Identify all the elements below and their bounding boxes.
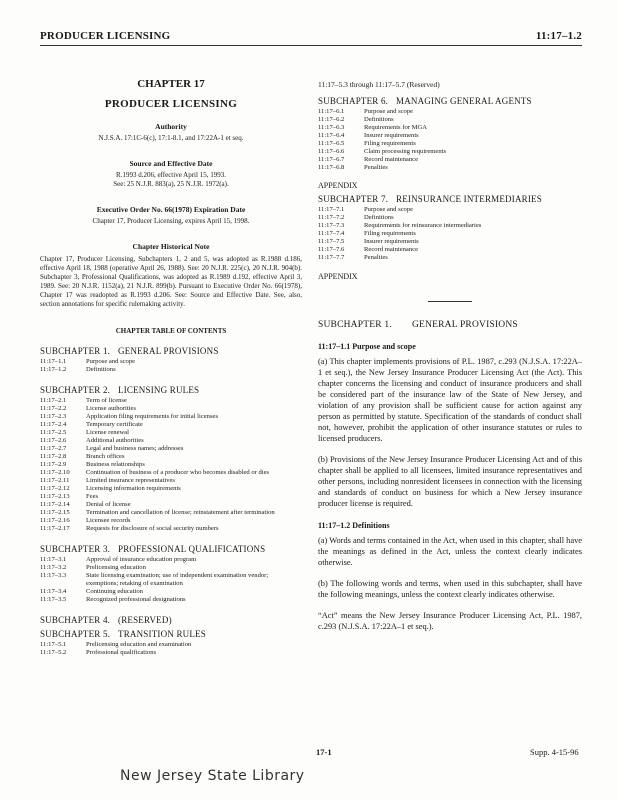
toc-subchapter-2-list	[40, 397, 302, 533]
toc-entry-label: Licensee records	[86, 517, 131, 524]
toc-entry-section-number: 11:17–3.1	[40, 556, 67, 563]
toc-entry-section-number: 11:17–2.1	[40, 397, 67, 404]
authority-text: N.J.S.A. 17:1C-6(c), 17:1-8.1, and 17:22A-1 et seq.	[98, 134, 244, 142]
toc-entry-label: Purpose and scope	[364, 206, 414, 213]
toc-entry	[318, 238, 582, 246]
toc-entry	[40, 429, 302, 437]
toc-entry	[40, 445, 302, 453]
toc-entry-section-number: 11:17–3.3	[40, 572, 67, 579]
header-section-range: 11:17–1.2	[535, 30, 582, 42]
toc-entry-section-number: 11:17–6.8	[318, 164, 345, 171]
toc-entry-label: Recognized professional designations	[86, 596, 186, 603]
section-divider	[428, 301, 472, 302]
toc-entry-section-number: 11:17–7.1	[318, 206, 345, 213]
toc-entry	[40, 461, 302, 469]
toc-entry-label: Term of license	[86, 397, 127, 404]
toc-entry-section-number: 11:17–3.5	[40, 596, 67, 603]
toc-entry-label: License renewal	[86, 429, 130, 436]
toc-entry	[40, 572, 302, 588]
toc-entry-section-number: 11:17–2.11	[40, 477, 70, 484]
toc-entry	[318, 246, 582, 254]
toc-entry	[40, 469, 302, 477]
toc-entry-section-number: 11:17–2.12	[40, 485, 70, 492]
toc-entry	[318, 108, 582, 116]
toc-entry-section-number: 11:17–3.4	[40, 588, 67, 595]
toc-entry	[40, 405, 302, 413]
running-header	[40, 30, 582, 42]
toc-entry	[318, 222, 582, 230]
toc-entry-label: Requirements for reinsurance intermediaries	[364, 222, 482, 229]
toc-entry-section-number: 11:17–7.4	[318, 230, 345, 237]
toc-subchapter-3-list	[40, 556, 302, 604]
toc-entry-section-number: 11:17–7.3	[318, 222, 345, 229]
toc-entry-label: Application filing requirements for initial licenses	[86, 413, 219, 420]
right-column	[318, 56, 582, 632]
toc-entry	[40, 485, 302, 493]
history-text: Chapter 17, Producer Licensing, Subchapters 1, 2 and 5, was adopted as R.1988 d.186, effective April 18, 1988 (operative April 26, 1988). See: 20 N.J.R. 225(c), 20 N.J.R. 904(b). Subchapter 3, Professional Qualifications, was adopted as R.1989 d.192, effective April 3, 1989. See: 20 N.J.R. 1152(a), 21 N.J.R. 899(b). Pursuant to Executive Order No. 66(1978), Chapter 17 was readopted as R.1993 d.206. See: Source and Effective Date. See, also, section annotations for specific rulemaking activity.	[40, 255, 302, 308]
toc-entry-label: Penalties	[364, 254, 388, 261]
toc-appendix-2: APPENDIX	[318, 272, 358, 281]
chapter-title: PRODUCER LICENSING	[104, 98, 238, 110]
toc-subchapter-7-heading: SUBCHAPTER 7. REINSURANCE INTERMEDIARIES	[318, 194, 542, 204]
toc-entry-section-number: 11:17–2.3	[40, 413, 67, 420]
toc-entry-label: Penalties	[364, 164, 388, 171]
toc-subchapter-6-heading: SUBCHAPTER 6. MANAGING GENERAL AGENTS	[318, 96, 532, 106]
toc-entry-section-number: 11:17–2.4	[40, 421, 67, 428]
section-1-1-title: 11:17–1.1 Purpose and scope	[318, 342, 416, 351]
toc-entry-section-number: 11:17–3.2	[40, 564, 67, 571]
toc-subchapter-2-heading: SUBCHAPTER 2. LICENSING RULES	[40, 385, 200, 395]
toc-subchapter-5-list	[40, 641, 302, 657]
toc-entry	[40, 641, 302, 649]
section-1-2-para-a: (a) Words and terms contained in the Act, when used in this chapter, shall have the meanings as defined in the Act, unless the context clearly indicates otherwise.	[318, 536, 582, 567]
source-heading: Source and Effective Date	[129, 159, 213, 168]
toc-entry-label: Additional authorities	[86, 437, 144, 444]
subchapter-1-heading: SUBCHAPTER 1. GENERAL PROVISIONS	[318, 320, 518, 330]
toc-entry-section-number: 11:17–2.16	[40, 517, 70, 524]
toc-entry-label: Licensing information requirements	[86, 485, 181, 492]
toc-entry	[40, 413, 302, 421]
toc-entry-section-number: 11:17–2.7	[40, 445, 67, 452]
toc-entry-label: Definitions	[86, 366, 116, 373]
toc-subchapter-1-list	[40, 358, 302, 374]
toc-entry-label: Purpose and scope	[86, 358, 136, 365]
toc-entry-label: Legal and business names; addresses	[86, 445, 184, 452]
section-1-2-title: 11:17–1.2 Definitions	[318, 521, 390, 530]
toc-entry-section-number: 11:17–6.6	[318, 148, 345, 155]
toc-entry	[40, 501, 302, 509]
library-stamp: New Jersey State Library	[120, 768, 305, 784]
source-line-1: R.1993 d.206, effective April 15, 1993.	[116, 171, 226, 179]
toc-entry-label: Requirements for MGA	[364, 124, 427, 131]
toc-entry-section-number: 11:17–6.1	[318, 108, 345, 115]
toc-entry	[318, 206, 582, 214]
section-1-1-para-a: (a) This chapter implements provisions of P.L. 1987, c.293 (N.J.S.A. 17:22A–1 et seq.), the New Jersey Insurance Producer Licensing Act (the Act). This chapter concerns the licensing and conduct of insurance producers and shall be considered part of the insurance law of the State of New Jersey, and violation of any provision shall be sufficient cause for action against any person as permitted by statute. Specification of the standards of conduct shall not, however, prohibit the application of other insurance statutes or rules to licensed producers.	[318, 357, 582, 443]
toc-entry	[318, 148, 582, 156]
supplement-date: Supp. 4-15-96	[530, 747, 579, 757]
toc-entry-section-number: 11:17–2.5	[40, 429, 67, 436]
toc-entry-label: Filing requirements	[364, 140, 416, 147]
toc-entry-label: Termination and cancellation of license; reinstatement after termination	[86, 509, 275, 516]
toc-entry-label: Denial of license	[86, 501, 131, 508]
toc-entry-label: Claim processing requirements	[364, 148, 447, 155]
header-rule	[40, 45, 582, 46]
section-1-1-para-b: (b) Provisions of the New Jersey Insurance Producer Licensing Act and of this chapter shall be applied to all licensees, limited insurance representatives and other persons, including nonresident licensees in connection with the licensing and standards of conduct on business for which a New Jersey insurance producer license is required.	[318, 455, 582, 508]
toc-entry	[40, 649, 302, 657]
toc-entry-section-number: 11:17–1.1	[40, 358, 67, 365]
toc-entry	[318, 124, 582, 132]
toc-title: CHAPTER TABLE OF CONTENTS	[115, 327, 227, 335]
toc-subchapter-4-heading: SUBCHAPTER 4. (RESERVED)	[40, 615, 172, 625]
toc-entry-section-number: 11:17–2.15	[40, 509, 70, 516]
toc-subchapter-1-heading: SUBCHAPTER 1. GENERAL PROVISIONS	[40, 346, 219, 356]
toc-entry-section-number: 11:17–5.2	[40, 649, 67, 656]
header-title: PRODUCER LICENSING	[40, 30, 171, 42]
toc-entry-label: License authorities	[86, 405, 136, 412]
toc-entry-section-number: 11:17–6.7	[318, 156, 345, 163]
left-column	[40, 56, 302, 657]
toc-entry-label: Definitions	[364, 116, 394, 123]
toc-entry-section-number: 11:17–6.4	[318, 132, 345, 139]
toc-entry-label: Prelicensing education	[86, 564, 146, 571]
toc-entry-label: Definitions	[364, 214, 394, 221]
toc-entry-label: Prelicensing education and examination	[86, 641, 192, 648]
toc-entry-section-number: 11:17–6.3	[318, 124, 345, 131]
toc-reserved-line: 11:17–5.3 through 11:17–5.7 (Reserved)	[318, 80, 440, 89]
toc-entry	[40, 493, 302, 501]
exec-order-heading: Executive Order No. 66(1978) Expiration Date	[96, 205, 246, 214]
toc-subchapter-6-list	[318, 108, 582, 172]
toc-entry-label: Insurer requirements	[364, 132, 419, 139]
toc-entry	[40, 564, 302, 572]
toc-entry	[318, 140, 582, 148]
toc-entry-section-number: 11:17–5.1	[40, 641, 67, 648]
toc-entry-label: Filing requirements	[364, 230, 416, 237]
toc-entry-label: Temporary certificate	[86, 421, 143, 428]
section-1-2-act-definition: “Act” means the New Jersey Insurance Producer Licensing Act, P.L. 1987, c.293 (N.J.S.A. 17:22A–1 et seq.).	[318, 611, 582, 631]
toc-entry	[318, 214, 582, 222]
section-1-2-para-b: (b) The following words and terms, when used in this subchapter, shall have the following meanings, unless the context clearly indicates otherwise.	[318, 579, 582, 599]
toc-entry-label: Purpose and scope	[364, 108, 414, 115]
toc-entry-label: State licensing examination; use of independent examination vendor; exemptions; retaking of examination	[86, 572, 269, 587]
toc-entry	[40, 366, 302, 374]
toc-entry	[40, 397, 302, 405]
toc-entry-section-number: 11:17–6.5	[318, 140, 345, 147]
toc-entry-label: Approval of insurance education program	[86, 556, 197, 563]
toc-entry-section-number: 11:17–2.17	[40, 525, 70, 532]
toc-entry-label: Branch offices	[86, 453, 125, 460]
toc-entry	[40, 588, 302, 596]
toc-entry-label: Fees	[86, 493, 99, 500]
page-number: 17-1	[316, 747, 332, 757]
toc-entry	[40, 517, 302, 525]
toc-entry-section-number: 11:17–6.2	[318, 116, 345, 123]
toc-entry-section-number: 11:17–2.6	[40, 437, 67, 444]
toc-entry-label: Professional qualifications	[86, 649, 157, 656]
toc-entry	[318, 164, 582, 172]
toc-entry-section-number: 11:17–2.8	[40, 453, 67, 460]
toc-entry-section-number: 11:17–7.5	[318, 238, 345, 245]
toc-entry	[40, 509, 302, 517]
toc-entry	[40, 525, 302, 533]
source-line-2: See: 25 N.J.R. 883(a), 25 N.J.R. 1972(a).	[113, 180, 229, 188]
toc-entry	[40, 437, 302, 445]
toc-entry	[40, 358, 302, 366]
history-heading: Chapter Historical Note	[132, 242, 210, 251]
toc-entry-label: Requests for disclosure of social security numbers	[86, 525, 219, 532]
toc-subchapter-3-heading: SUBCHAPTER 3. PROFESSIONAL QUALIFICATIONS	[40, 544, 266, 554]
toc-entry	[40, 453, 302, 461]
toc-entry-section-number: 11:17–7.6	[318, 246, 345, 253]
toc-entry-section-number: 11:17–1.2	[40, 366, 67, 373]
toc-entry	[318, 230, 582, 238]
toc-entry-section-number: 11:17–2.9	[40, 461, 67, 468]
toc-entry	[318, 132, 582, 140]
exec-order-text: Chapter 17, Producer Licensing, expires April 15, 1998.	[92, 217, 250, 225]
toc-entry	[40, 477, 302, 485]
toc-entry-label: Continuation of business of a producer who becomes disabled or dies	[86, 469, 270, 476]
toc-entry	[318, 156, 582, 164]
toc-entry-section-number: 11:17–2.10	[40, 469, 70, 476]
toc-entry	[40, 596, 302, 604]
toc-entry-section-number: 11:17–2.13	[40, 493, 70, 500]
authority-heading: Authority	[155, 122, 187, 131]
toc-subchapter-7-list	[318, 206, 582, 262]
toc-appendix-1: APPENDIX	[318, 181, 358, 190]
toc-entry	[318, 116, 582, 124]
toc-entry-section-number: 11:17–2.2	[40, 405, 67, 412]
toc-entry	[318, 254, 582, 262]
toc-entry-label: Business relationships	[86, 461, 145, 468]
toc-entry-label: Record maintenance	[364, 156, 419, 163]
chapter-number: CHAPTER 17	[137, 78, 205, 90]
toc-entry-section-number: 11:17–7.7	[318, 254, 345, 261]
toc-entry-label: Limited insurance representatives	[86, 477, 175, 484]
toc-entry-section-number: 11:17–7.2	[318, 214, 345, 221]
toc-entry-label: Record maintenance	[364, 246, 419, 253]
toc-entry-section-number: 11:17–2.14	[40, 501, 70, 508]
toc-entry-label: Continuing education	[86, 588, 143, 595]
toc-entry-label: Insurer requirements	[364, 238, 419, 245]
toc-entry	[40, 556, 302, 564]
toc-entry	[40, 421, 302, 429]
toc-subchapter-5-heading: SUBCHAPTER 5. TRANSITION RULES	[40, 629, 206, 639]
